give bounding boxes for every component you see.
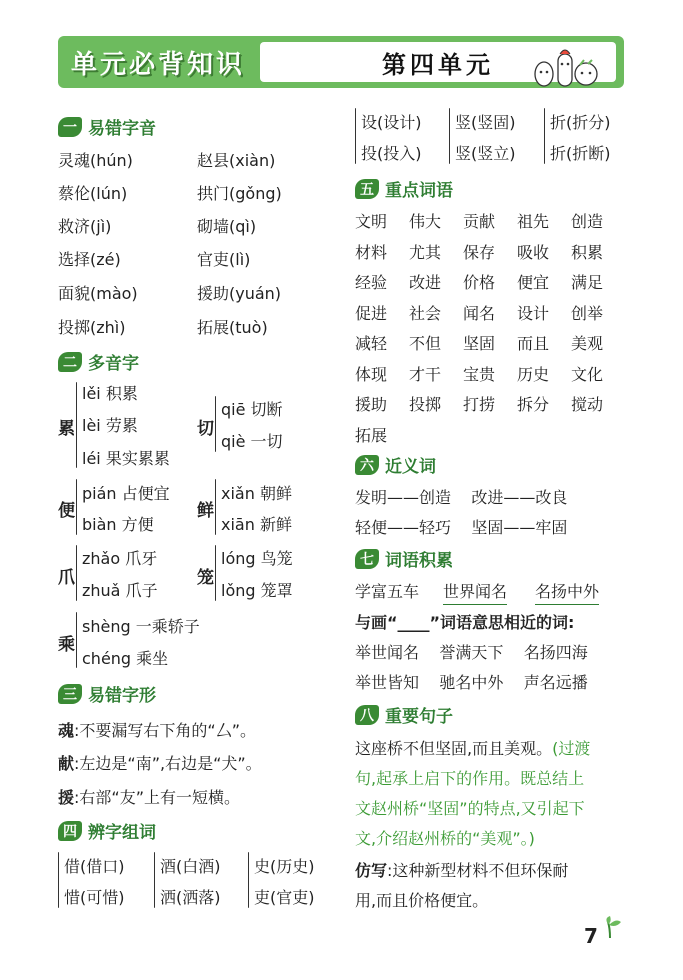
vocab-word: 尤其: [409, 242, 442, 262]
section-6-badge: 六: [355, 455, 379, 475]
pair-word: 投(投入): [361, 144, 422, 163]
poly-reading: zhuǎ 爪子: [82, 581, 158, 600]
page-number: 7: [584, 924, 598, 948]
imitation-line-1: [355, 858, 568, 881]
pron-left-3: 救济(jì): [58, 217, 112, 236]
section-8-title: [355, 702, 453, 727]
form-key: 献: [58, 754, 75, 773]
poly-reading: qiè 一切: [221, 432, 283, 451]
brace: [76, 612, 77, 668]
pron-left-6: 投掷(zhì): [58, 318, 126, 337]
form-text: :不要漏写右下角的“厶”。: [74, 721, 256, 740]
vocab-word: 才干: [409, 364, 442, 384]
pron-right-6: 拓展(tuò): [197, 318, 268, 337]
section-7-badge: 七: [355, 549, 379, 569]
section-4-title: [58, 818, 156, 843]
vocab-word: 而且: [517, 334, 550, 353]
brace: [355, 108, 356, 164]
vocab-word: 体现: [355, 364, 388, 384]
vocab-word: 宝贵: [463, 364, 496, 384]
pair-word: 洒(洒落): [160, 888, 221, 907]
poly-reading: lèi 劳累: [82, 416, 138, 435]
poly-reading: lěi 积累: [82, 384, 138, 403]
vocab-word: 积累: [571, 242, 604, 262]
pair-word: 惜(可惜): [64, 888, 125, 907]
form-line-1: [58, 718, 256, 741]
imitation-key: 仿写: [355, 861, 388, 880]
poly-char-xian: 鲜: [197, 501, 214, 521]
vocab-word: 促进: [355, 303, 388, 323]
form-text: :右部“友”上有一短横。: [74, 788, 240, 807]
accum-word: 学富五车: [355, 582, 420, 601]
pair-word: 酒(白酒): [160, 857, 221, 876]
section-5-label: 重点词语: [385, 181, 453, 201]
vocab-word: 打捞: [463, 395, 496, 414]
vocab-word: 创造: [571, 212, 604, 231]
vocab-word: 拓展: [355, 425, 388, 445]
vocab-word: 伟大: [409, 212, 442, 231]
imitation-text: :这种新型材料不但环保耐: [387, 861, 569, 880]
section-3-label: 易错字形: [88, 686, 156, 706]
vocab-word: 社会: [409, 303, 442, 323]
header-left-title: 单元必背知识: [70, 49, 245, 80]
brace: [544, 108, 545, 164]
vocab-word: 历史: [517, 364, 550, 384]
brace: [76, 545, 77, 601]
sprout-icon: [604, 916, 622, 938]
pron-left-5: 面貌(mào): [58, 284, 138, 303]
imitation-line-2: 用,而且价格便宜。: [355, 891, 489, 910]
sentence-note: (过渡: [552, 739, 591, 758]
section-4-label: 辨字组词: [88, 823, 156, 843]
vocab-word: 文明: [355, 212, 388, 231]
section-2-label: 多音字: [88, 354, 139, 374]
vocab-word: 闻名: [463, 303, 496, 323]
poly-char-qie: 切: [197, 419, 214, 439]
accum-line-1: 举世闻名 誉满天下 名扬四海: [355, 643, 588, 662]
poly-reading: shèng 一乘轿子: [82, 617, 200, 636]
vocab-word: 改进: [409, 273, 442, 292]
brace: [215, 479, 216, 535]
vocab-word: 设计: [517, 303, 550, 323]
sentence-line-1: [355, 736, 590, 759]
pair-word: 折(折分): [550, 113, 611, 132]
pron-left-4: 选择(zé): [58, 250, 121, 269]
section-1-badge: 一: [58, 117, 82, 137]
header-right-box: [260, 42, 616, 82]
vocab-word: 坚固: [463, 334, 496, 353]
synonym-line-1: 发明——创造 改进——改良: [355, 488, 568, 507]
section-1-label: 易错字音: [88, 119, 156, 139]
vocab-word: 美观: [571, 334, 604, 353]
poly-reading: qiē 切断: [221, 400, 283, 419]
section-5-badge: 五: [355, 179, 379, 199]
brace: [215, 396, 216, 452]
accum-word-underlined: 世界闻名: [443, 579, 507, 605]
pair-word: 借(借口): [64, 857, 125, 876]
pron-right-4: 官吏(lì): [197, 250, 251, 269]
pron-right-5: 援助(yuán): [197, 284, 282, 303]
accum-line-2: 举世皆知 驰名中外 声名远播: [355, 673, 588, 692]
vocab-word: 援助: [355, 395, 388, 414]
vocab-word: 文化: [571, 364, 604, 384]
accum-word-underlined: 名扬中外: [535, 579, 599, 605]
poly-reading: xiǎn 朝鲜: [221, 484, 292, 503]
pair-word: 史(历史): [254, 857, 315, 876]
pron-right-1: 赵县(xiàn): [197, 151, 276, 170]
section-7-label: 词语积累: [385, 551, 453, 571]
vocab-word: 便宜: [517, 273, 550, 292]
section-7-title: [355, 546, 453, 571]
poly-char-bian: 便: [58, 501, 75, 521]
section-5-title: [355, 176, 453, 201]
vocab-word: 不但: [409, 334, 442, 353]
form-line-3: [58, 785, 240, 808]
sentence-main: 这座桥不但坚固,而且美观。: [355, 739, 553, 758]
vocab-word: 价格: [463, 273, 496, 292]
pair-word: 竖(竖立): [455, 144, 516, 163]
brace: [215, 545, 216, 601]
poly-char-cheng: 乘: [58, 635, 75, 655]
poly-reading: léi 果实累累: [82, 449, 170, 468]
form-key: 援: [58, 788, 75, 807]
vocab-word: 吸收: [517, 242, 550, 262]
unit-header: [58, 36, 624, 88]
synonym-line-2: 轻便——轻巧 坚固——牢固: [355, 518, 568, 537]
vocab-word: 减轻: [355, 334, 388, 353]
brace: [76, 479, 77, 535]
brace: [154, 852, 155, 908]
sentence-note-line: 文赵州桥“坚固”的特点,又引起下: [355, 799, 585, 818]
section-2-badge: 二: [58, 352, 82, 372]
section-8-label: 重要句子: [385, 707, 453, 727]
vocab-word: 贡献: [463, 212, 496, 231]
poly-reading: lǒng 笼罩: [221, 581, 293, 600]
form-line-2: [58, 751, 262, 774]
section-6-title: [355, 452, 436, 477]
vocab-word: 拆分: [517, 395, 550, 414]
vocab-word: 祖先: [517, 212, 550, 231]
form-key: 魂: [58, 721, 75, 740]
pron-right-3: 砌墙(qì): [197, 217, 257, 236]
vocab-word: 经验: [355, 273, 388, 292]
section-3-badge: 三: [58, 684, 82, 704]
poly-char-long: 笼: [197, 568, 214, 588]
brace: [58, 852, 59, 908]
accum-question: 与画“____”词语意思相近的词:: [355, 613, 575, 632]
brace: [248, 852, 249, 908]
pair-word: 竖(竖固): [455, 113, 516, 132]
vocab-word: 材料: [355, 242, 388, 262]
vocab-word: 投掷: [409, 395, 442, 414]
pron-right-2: 拱门(gǒng): [197, 184, 282, 203]
vocab-word: 创举: [571, 303, 604, 323]
brace: [76, 382, 77, 468]
header-left-box: [64, 42, 252, 82]
pron-left-2: 蔡伦(lún): [58, 184, 128, 203]
pron-left-1: 灵魂(hún): [58, 151, 133, 170]
brace: [449, 108, 450, 164]
poly-reading: chéng 乘坐: [82, 649, 169, 668]
poly-reading: xiān 新鲜: [221, 515, 292, 534]
poly-reading: lóng 鸟笼: [221, 549, 293, 568]
pair-word: 吏(官吏): [254, 888, 315, 907]
vocab-word: 满足: [571, 273, 604, 292]
section-6-label: 近义词: [385, 457, 436, 477]
mascot-icon: [530, 44, 600, 88]
pair-word: 折(折断): [550, 144, 611, 163]
poly-reading: zhǎo 爪牙: [82, 549, 158, 568]
poly-reading: biàn 方便: [82, 515, 154, 534]
poly-reading: pián 占便宜: [82, 484, 170, 503]
vocab-word: 保存: [463, 242, 496, 262]
vocab-word: 搅动: [571, 395, 604, 414]
section-1-title: [58, 114, 156, 139]
section-3-title: [58, 681, 156, 706]
sentence-note-line: 句,起承上启下的作用。既总结上: [355, 769, 585, 788]
header-right-title: 第四单元: [382, 50, 494, 79]
poly-char-zhua: 爪: [58, 568, 75, 588]
section-4-badge: 四: [58, 821, 82, 841]
section-2-title: [58, 349, 139, 374]
section-8-badge: 八: [355, 705, 379, 725]
pair-word: 设(设计): [361, 113, 422, 132]
poly-char-lei: 累: [58, 419, 75, 439]
sentence-note-line: 文,介绍赵州桥的“美观”。): [355, 829, 535, 848]
form-text: :左边是“南”,右边是“犬”。: [74, 754, 262, 773]
